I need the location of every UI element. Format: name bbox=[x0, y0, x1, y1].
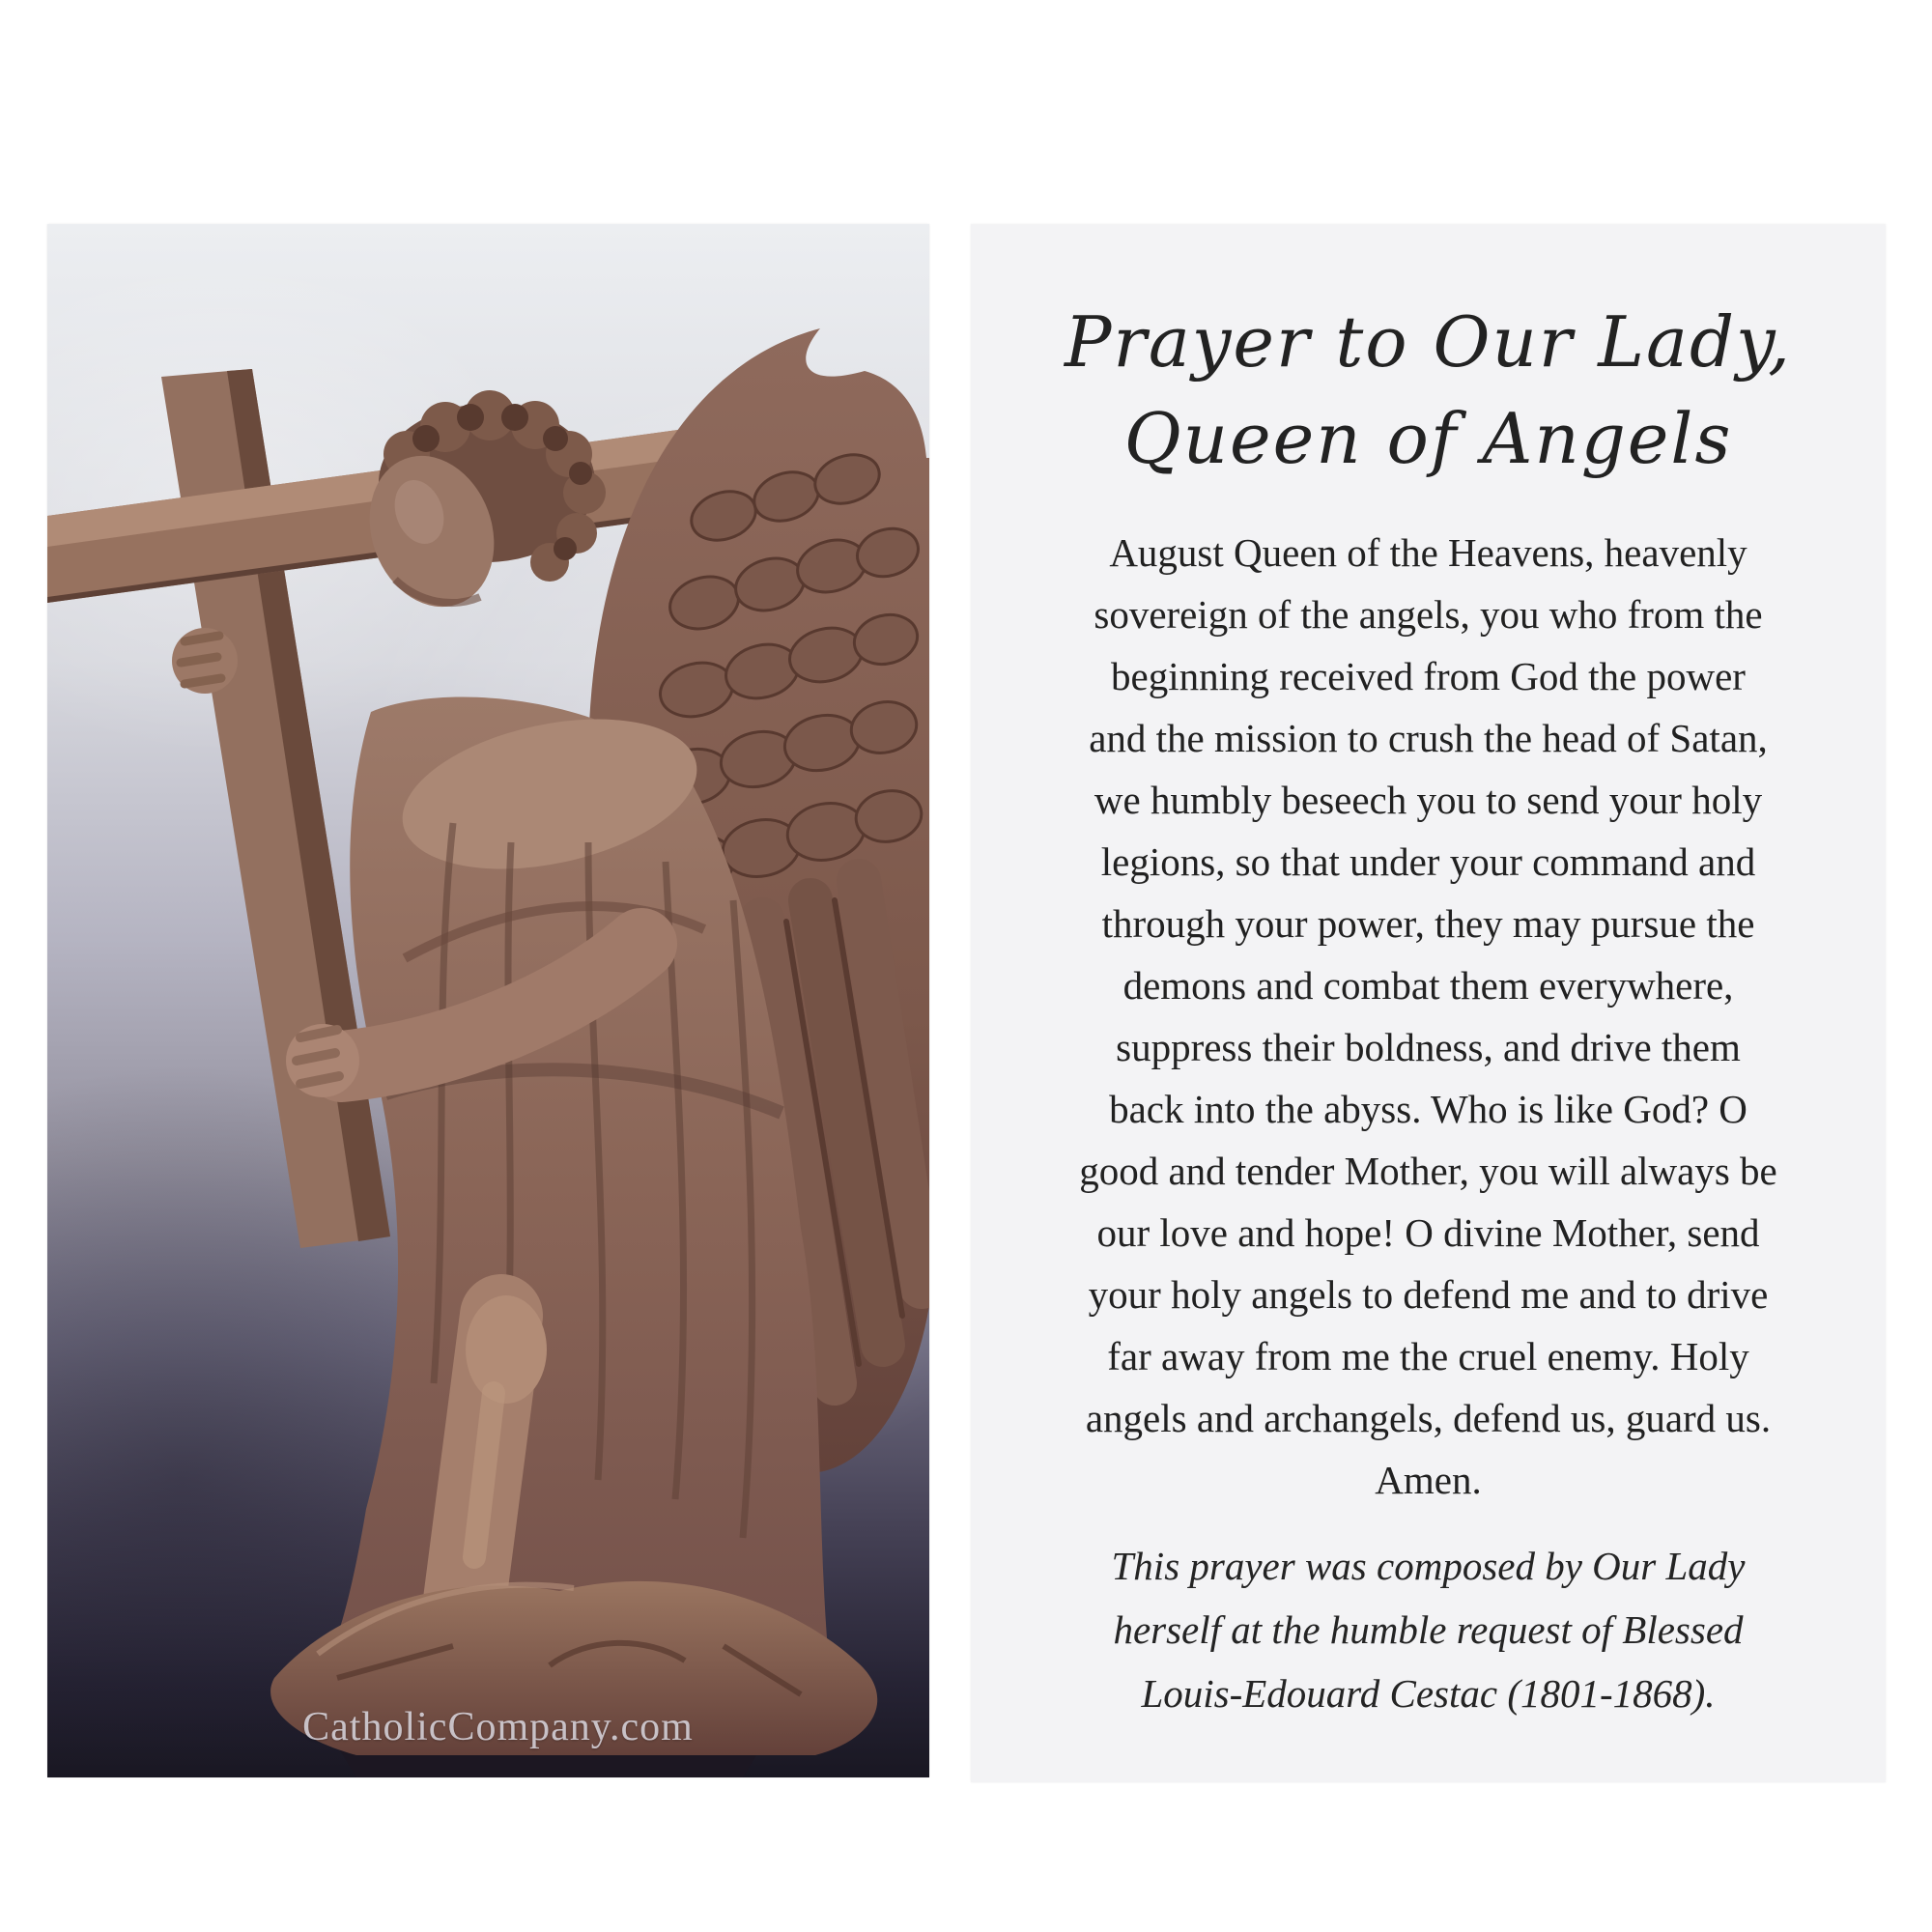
watermark-text: CatholicCompany.com bbox=[302, 1705, 694, 1749]
prayer-title-line1: Prayer to Our Lady, bbox=[1064, 301, 1793, 383]
prayer-line: beginning received from God the power bbox=[1111, 654, 1746, 698]
prayer-line: legions, so that under your command and bbox=[1100, 839, 1756, 884]
attribution-line: This prayer was composed by Our Lady bbox=[1111, 1544, 1746, 1588]
prayer-title bbox=[1013, 294, 1843, 487]
prayer-line: August Queen of the Heavens, heavenly bbox=[1109, 530, 1747, 575]
prayer-line: sovereign of the angels, you who from the bbox=[1094, 592, 1763, 637]
prayer-line: far away from me the cruel enemy. Holy bbox=[1107, 1334, 1749, 1378]
attribution-line: Louis-Edouard Cestac (1801-1868). bbox=[1141, 1671, 1716, 1716]
prayer-line: and the mission to crush the head of Satan, bbox=[1089, 716, 1768, 760]
prayer-line: suppress their boldness, and drive them bbox=[1116, 1025, 1741, 1069]
prayer-line: back into the abyss. Who is like God? O bbox=[1109, 1087, 1747, 1131]
prayer-text bbox=[1013, 522, 1843, 1511]
angel-statue-photo bbox=[47, 224, 929, 1777]
prayer-line: angels and archangels, defend us, guard us. bbox=[1085, 1396, 1772, 1440]
prayer-title-line2: Queen of Angels bbox=[1123, 398, 1733, 479]
prayer-line: demons and combat them everywhere, bbox=[1122, 963, 1734, 1008]
prayer-line: we humbly beseech you to send your holy bbox=[1094, 778, 1763, 822]
attribution-line: herself at the humble request of Blessed bbox=[1113, 1607, 1744, 1652]
prayer-line-amen: Amen. bbox=[1375, 1458, 1482, 1502]
prayer-line: good and tender Mother, you will always be bbox=[1079, 1149, 1777, 1193]
prayer-line: our love and hope! O divine Mother, send bbox=[1096, 1210, 1760, 1255]
holy-card-front bbox=[47, 224, 929, 1777]
prayer-line: your holy angels to defend me and to drive bbox=[1088, 1272, 1769, 1317]
holy-card-back bbox=[971, 224, 1886, 1782]
prayer-attribution bbox=[1013, 1534, 1843, 1725]
prayer-line: through your power, they may pursue the bbox=[1101, 901, 1755, 946]
